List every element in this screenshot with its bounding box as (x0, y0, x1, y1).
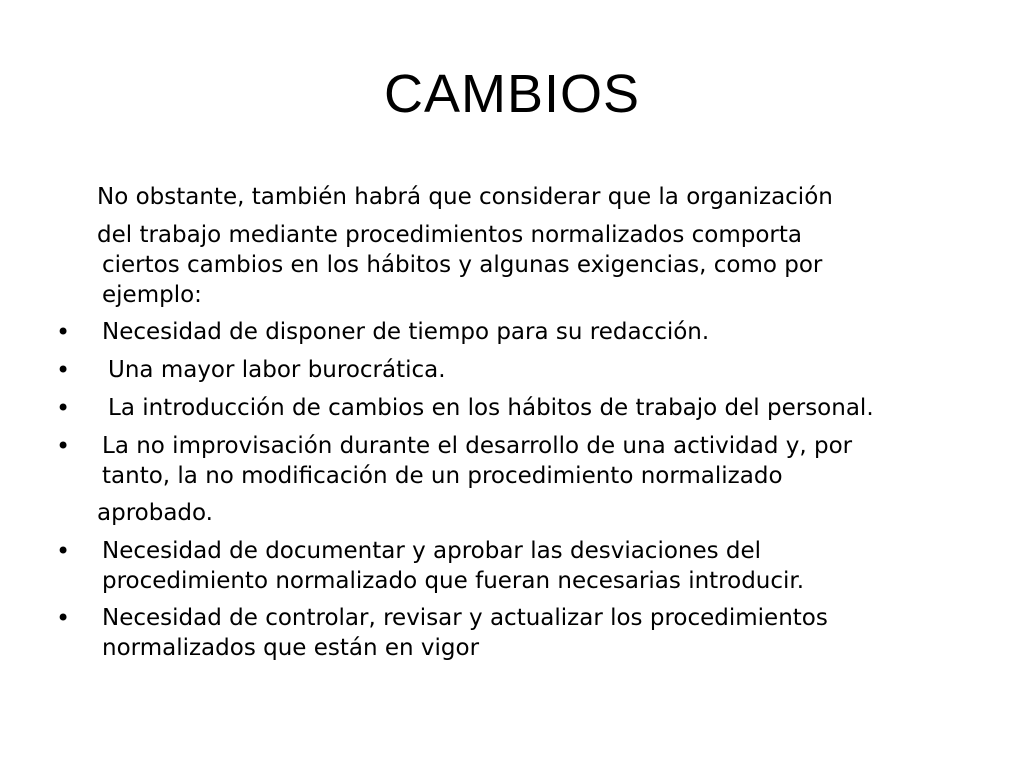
bullet-icon: • (56, 356, 71, 384)
bullet-icon: • (56, 432, 71, 460)
bullet-text: Necesidad de controlar, revisar y actualizar los procedimientos (102, 605, 828, 631)
bullet-text: Necesidad de documentar y aprobar las desviaciones del (102, 538, 762, 564)
bullet-text: normalizados que están en vigor (102, 635, 480, 661)
intro-line-3: ciertos cambios en los hábitos y algunas exigencias, como por (102, 252, 823, 278)
bullet-continuation: aprobado. (97, 500, 213, 526)
intro-line-1: No obstante, también habrá que considerar que la organización (97, 184, 833, 210)
bullet-text: Necesidad de disponer de tiempo para su redacción. (102, 319, 710, 345)
bullet-text: procedimiento normalizado que fueran necesarias introducir. (102, 568, 805, 594)
bullet-icon: • (56, 537, 71, 565)
bullet-icon: • (56, 604, 71, 632)
intro-line-4: ejemplo: (102, 282, 202, 308)
slide-title: CAMBIOS (383, 64, 641, 124)
bullet-icon: • (56, 318, 71, 346)
intro-line-2: del trabajo mediante procedimientos normalizados comporta (97, 222, 802, 248)
bullet-text: La introducción de cambios en los hábitos de trabajo del personal. (108, 395, 874, 421)
bullet-text: Una mayor labor burocrática. (108, 357, 446, 383)
bullet-text: tanto, la no modificación de un procedimiento normalizado (102, 463, 783, 489)
bullet-text: La no improvisación durante el desarrollo de una actividad y, por (102, 433, 853, 459)
bullet-icon: • (56, 394, 71, 422)
